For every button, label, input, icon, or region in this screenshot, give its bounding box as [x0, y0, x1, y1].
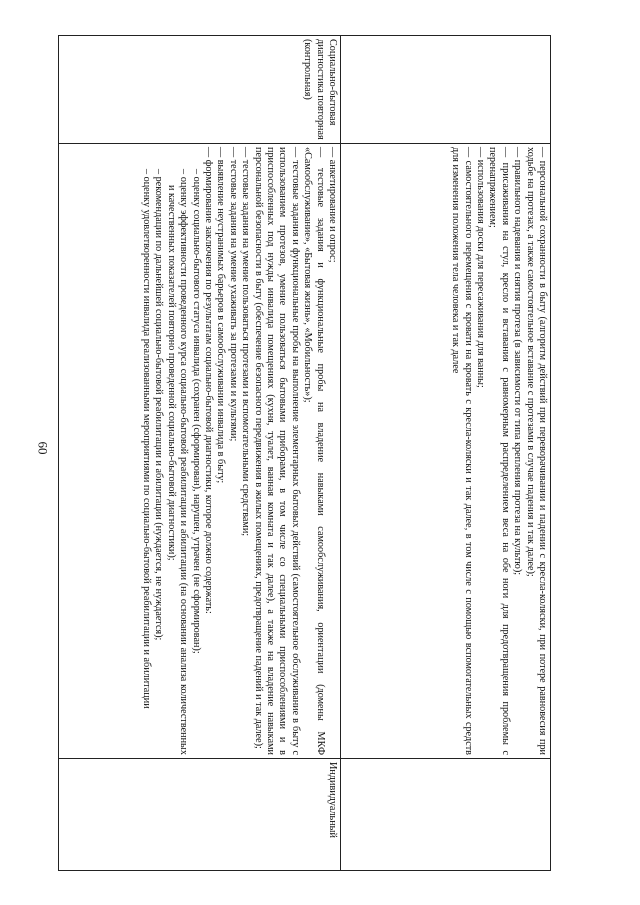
sub-list-item: – рекомендации по дальнейшей социально-бытовой реабилитации и абилитации (нуждается, не нуждается);: [153, 169, 165, 641]
list-item: — тестовые задания и функциональные пробы на владение навыками самообслуживания, ориентации (домены МКФ «Самообслуживание», «Бытовая жизнь», «Мобильность»);: [302, 147, 326, 755]
list-item: — персональной сохранности в быту (алгоритм действий при переворачивании и падении с кресла-коляски, при потере равновесия при ходьбе на протезах, а также самостоятельное вставание с протезами в случае падения и так далее);: [524, 147, 548, 755]
row1-stage-cell: [341, 36, 551, 144]
list-item: — тестовые задания на умение ухаживать за протезами и культями;: [227, 147, 239, 442]
sub-list-item: – оценку удовлетворенности инвалида реализованными мероприятиями по социально-бытовой реабилитации и абилитации: [140, 169, 152, 709]
sub-list-item: – оценку эффективности проведенного курса социально-бытовой реабилитации и абилитации (на основании анализа количественных и качественных показателей повторно проведенной социально-бытовой диагностики);: [165, 169, 190, 755]
list-item: — выявление неустранимых барьеров в самообслуживании инвалида в быту;: [215, 147, 227, 484]
list-item: — анкетирование и опрос;: [327, 147, 338, 263]
row2-form-cell: Индивидуальный: [59, 759, 341, 871]
row1-form-cell: [341, 759, 551, 871]
landscape-content: [58, 35, 551, 870]
table-row: [59, 36, 341, 871]
row2-methods-cell: [59, 144, 341, 759]
row2-stage-cell: Социально-бытовая диагностика повторная (контрольная): [59, 36, 341, 144]
list-item: — тестовые задания на умение пользоваться протезами и вспомогательными средствами;: [240, 147, 252, 537]
rotated-table-container: [58, 35, 551, 870]
list-item: — правильного надевания и снятия протеза (в зависимости от типа крепления протеза на культю);: [512, 147, 524, 576]
list-item: — присаживания на стул, кресло и вставания с равномерным распределением веса на обе ноги для предотвращения проблемы с перенапряжением;: [487, 147, 511, 755]
table-row: [341, 36, 551, 871]
page-number: 60: [35, 441, 51, 455]
list-item: — формирование заключения по результатам социально-бытовой диагностики, которое должно содержать:: [202, 147, 214, 614]
list-item: — использования доски для пересаживания для ванны;: [474, 147, 486, 388]
methods-table: [58, 35, 551, 871]
list-item: — самостоятельного перемещения с кровати на кровать с кресла-коляски и так далее, в том числе с помощью вспомогательных средств для изменения положения тела человека и так далее: [450, 147, 474, 755]
row1-methods-cell: [341, 144, 551, 759]
sub-list-item: – оценку социально-бытового статуса инвалида (сохранен (сформирован), нарушен, утрачен (не сформирован);: [190, 169, 202, 654]
list-item: — тестовые задания и функциональные пробы на выполнение элементарных бытовых действий (самостоятельное обслуживание в быту с использованием протезов, умение пользоваться бытовыми приборами, в том числе со специальными приспособлениями и в приспособленных под нужды инвалида помещениях (кухня, туалет, ванная комната и так далее), а также на владение навыками персональной безопасности в быту (обеспечение безопасного передвижения в жилых помещениях, предотвращение падений и так далее);: [252, 147, 301, 755]
